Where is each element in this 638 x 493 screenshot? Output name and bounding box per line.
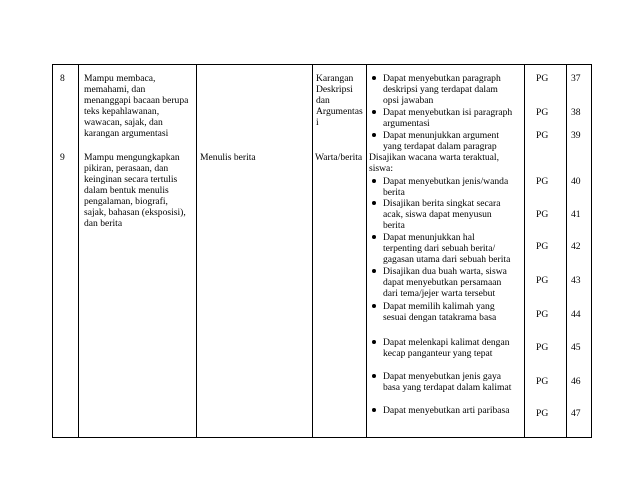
column-divider — [312, 64, 313, 438]
question-number: 37 — [571, 73, 581, 84]
bullet-icon — [372, 235, 376, 239]
question-type: PG — [536, 376, 549, 387]
bullet-icon — [372, 76, 376, 80]
question-type: PG — [536, 309, 549, 320]
row-number: 8 — [60, 73, 65, 84]
bullet-icon — [372, 179, 376, 183]
intro-text: siswa: — [369, 163, 393, 174]
question-number: 47 — [571, 408, 581, 419]
bullet-icon — [372, 201, 376, 205]
question-type: PG — [536, 342, 549, 353]
question-type: PG — [536, 73, 549, 84]
bullet-icon — [372, 374, 376, 378]
bullet-icon — [372, 110, 376, 114]
column-divider — [196, 64, 197, 438]
bullet-icon — [372, 133, 376, 137]
bullet-icon — [372, 340, 376, 344]
column-divider — [366, 64, 367, 438]
bullet-icon — [372, 408, 376, 412]
question-type: PG — [536, 107, 549, 118]
column-divider — [78, 64, 79, 438]
question-type: PG — [536, 241, 549, 252]
bullet-icon — [372, 304, 376, 308]
bullet-icon — [372, 269, 376, 273]
question-type: PG — [536, 130, 549, 141]
material-cell: Menulis berita — [200, 152, 256, 163]
column-divider — [566, 64, 567, 438]
question-number: 43 — [571, 275, 581, 286]
question-number: 45 — [571, 342, 581, 353]
question-type: PG — [536, 176, 549, 187]
question-number: 44 — [571, 309, 581, 320]
column-divider — [524, 64, 525, 438]
question-type: PG — [536, 275, 549, 286]
question-number: 42 — [571, 241, 581, 252]
intro-text: Disajikan wacana warta teraktual, — [369, 152, 499, 163]
question-number: 39 — [571, 130, 581, 141]
question-type: PG — [536, 408, 549, 419]
question-number: 46 — [571, 376, 581, 387]
question-number: 38 — [571, 107, 581, 118]
indicator-cell: Warta/berita — [315, 152, 363, 163]
question-number: 41 — [571, 209, 581, 220]
question-number: 40 — [571, 176, 581, 187]
row-number: 9 — [60, 152, 65, 163]
question-type: PG — [536, 209, 549, 220]
